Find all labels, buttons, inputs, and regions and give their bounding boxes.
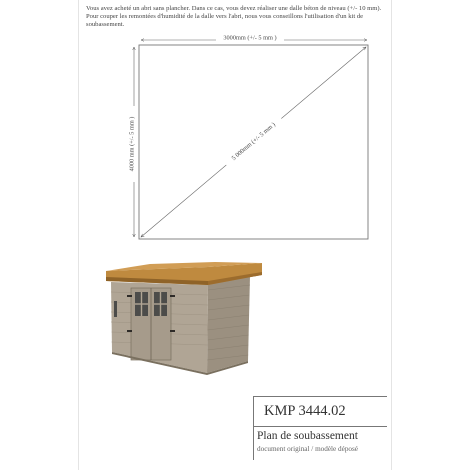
document-note: document original / modèle déposé (257, 445, 358, 453)
diagonal-dimension-label: 5 000mm (+/- 5 mm ) (230, 121, 277, 162)
garden-shed-illustration (106, 262, 262, 375)
shed-side-window (114, 301, 117, 317)
shed-door-window-right (154, 292, 167, 316)
title-block (253, 396, 387, 460)
title-block-divider (254, 426, 387, 427)
document-title: Plan de soubassement (257, 430, 358, 442)
shed-side-wall (207, 276, 250, 373)
width-dimension-label: 3000mm (+/- 5 mm ) (223, 34, 277, 42)
shed-door-window-left (135, 292, 148, 316)
product-reference: KMP 3444.02 (264, 403, 346, 419)
intro-paragraph: Vous avez acheté un abri sans plancher. Dans ce cas, vous devez réaliser une dalle béton de niveau (+/- 10 mm). Pour couper les remontées d'humidité de la dalle vers l'abri, nous vous conseillons l'utilisation d'un kit de soubassement. (86, 5, 382, 28)
depth-dimension-label: 4000 mm (+/- 5 mm ) (128, 116, 136, 172)
